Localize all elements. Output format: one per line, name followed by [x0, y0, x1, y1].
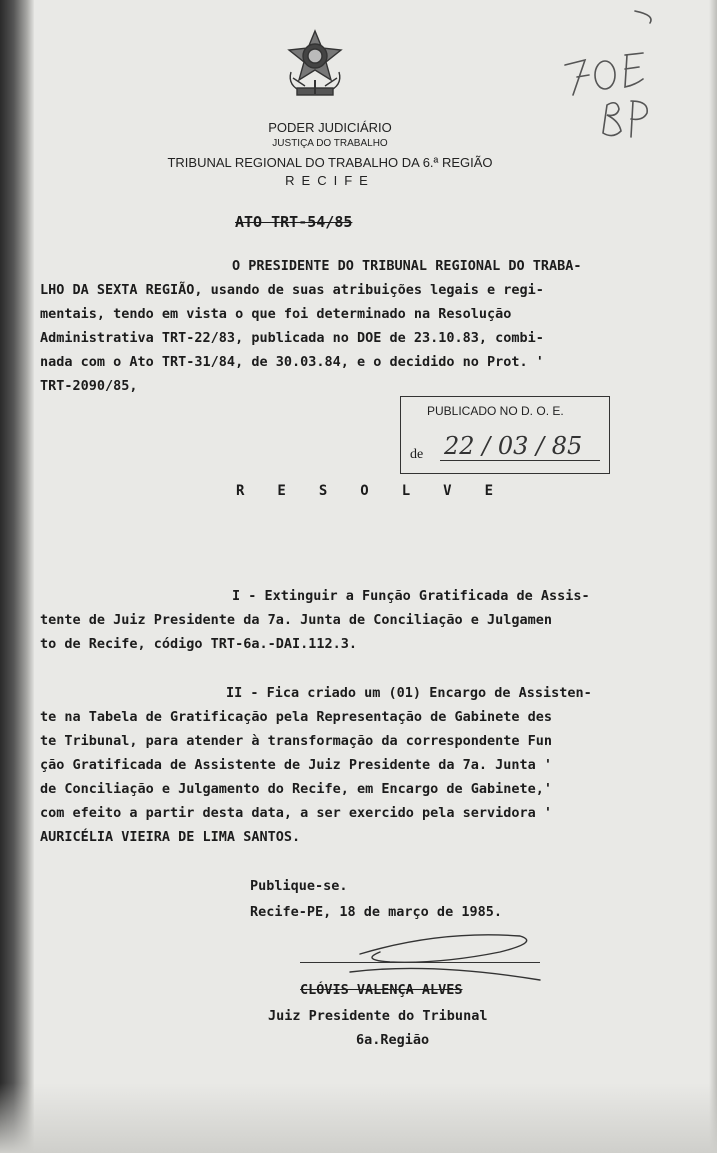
publish-line: Publique-se. [250, 878, 348, 894]
coat-of-arms-icon [283, 28, 347, 100]
signatory-title: Juiz Presidente do Tribunal [268, 1008, 488, 1024]
place-date-line: Recife-PE, 18 de março de 1985. [250, 904, 502, 920]
item1-line: I - Extinguir a Função Gratificada de Assis- [232, 588, 590, 604]
signatory-region: 6a.Região [356, 1032, 430, 1048]
header-line-4: RECIFE [285, 173, 375, 188]
header-line-1: PODER JUDICIÁRIO [268, 120, 392, 135]
preamble-line: O PRESIDENTE DO TRIBUNAL REGIONAL DO TRABA- [232, 258, 582, 274]
signatory-name: CLÓVIS VALENÇA ALVES [300, 982, 463, 998]
item2-line: te Tribunal, para atender à transformação da correspondente Fun [40, 733, 553, 749]
item2-line: ção Gratificada de Assistente de Juiz Presidente da 7a. Junta ' [40, 757, 553, 773]
item2-line: AURICÉLIA VIEIRA DE LIMA SANTOS. [40, 829, 301, 845]
scan-edge-shadow [709, 0, 717, 1153]
stamp-prefix: de [410, 447, 424, 462]
item2-line: II - Fica criado um (01) Encargo de Assisten- [226, 685, 592, 701]
item2-line: com efeito a partir desta data, a ser exercido pela servidora ' [40, 805, 553, 821]
header-line-3: TRIBUNAL REGIONAL DO TRABALHO DA 6.ª REGIÃO [167, 155, 493, 170]
stamp-label: PUBLICADO NO D. O. E. [427, 404, 564, 418]
item2-line: te na Tabela de Gratificação pela Representação de Gabinete des [40, 709, 553, 725]
stamp-underline [440, 460, 600, 461]
item1-line: to de Recife, código TRT-6a.-DAI.112.3. [40, 636, 357, 652]
signature-line [300, 962, 540, 963]
preamble-line: Administrativa TRT-22/83, publicada no DOE de 23.10.83, combi- [40, 330, 544, 346]
item2-line: de Conciliação e Julgamento do Recife, em Encargo de Gabinete,' [40, 781, 553, 797]
act-reference: ATO TRT-54/85 [235, 213, 353, 231]
stamp-date: 22 / 03 / 85 [444, 432, 583, 460]
scan-bottom-shadow [0, 1083, 717, 1153]
resolve-heading: RESOLVE [236, 483, 527, 499]
preamble-line: mentais, tendo em vista o que foi determinado na Resolução [40, 306, 512, 322]
header-line-2: JUSTIÇA DO TRABALHO [272, 138, 388, 149]
preamble-line: LHO DA SEXTA REGIÃO, usando de suas atribuições legais e regi- [40, 282, 544, 298]
preamble-line: nada com o Ato TRT-31/84, de 30.03.84, e o decidido no Prot. ' [40, 354, 544, 370]
preamble-line: TRT-2090/85, [40, 378, 138, 394]
item1-line: tente de Juiz Presidente da 7a. Junta de Conciliação e Julgamen [40, 612, 553, 628]
